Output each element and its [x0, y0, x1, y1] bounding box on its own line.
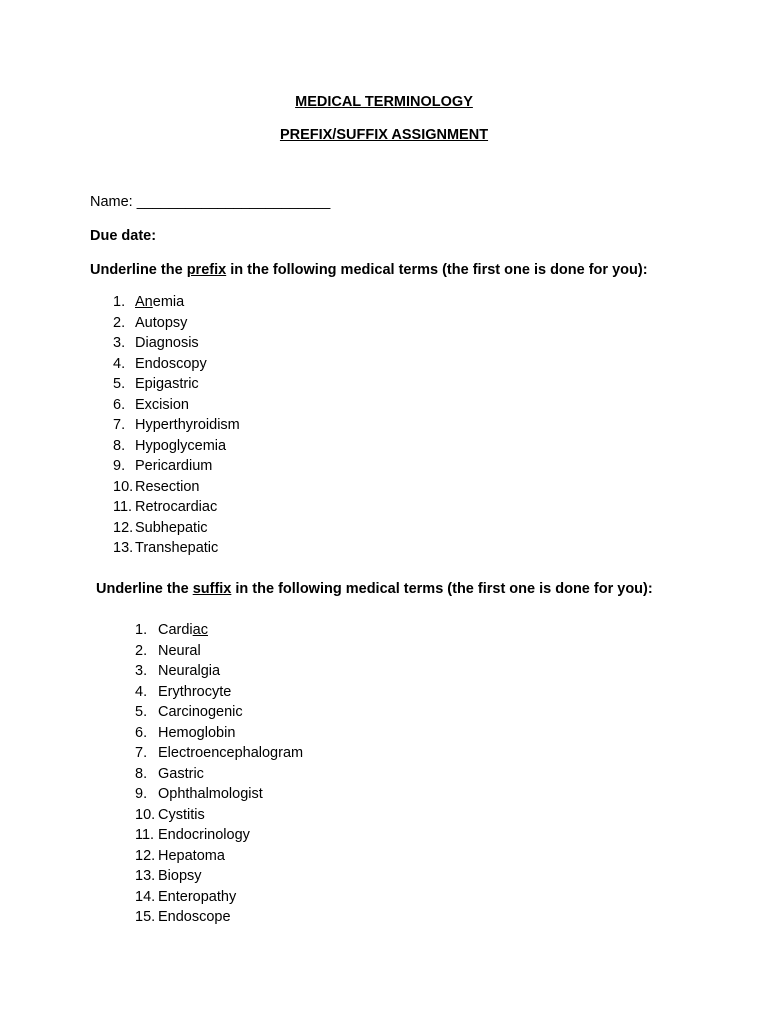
list-item-number: 13.	[135, 868, 156, 884]
list-item-number: 3.	[113, 335, 126, 351]
medical-term	[135, 374, 199, 395]
list-item-number: 4.	[113, 355, 126, 372]
list-item-number: 11.	[135, 827, 155, 843]
term-text: Erythrocyte	[158, 683, 232, 700]
term-text: Ophthalmologist	[158, 786, 263, 802]
term-text: Pericardium	[135, 458, 213, 474]
medical-term	[158, 723, 235, 744]
list-item-number: 15.	[135, 909, 156, 925]
term-text: Subhepatic	[135, 519, 208, 536]
list-item-number: 7.	[135, 745, 148, 761]
term-text: Electroencephalogram	[158, 745, 304, 761]
medical-term	[158, 743, 303, 764]
prefix-instruction	[90, 262, 648, 278]
medical-term	[135, 518, 208, 539]
suffix-keyword: suffix	[192, 581, 232, 597]
medical-term	[135, 292, 184, 313]
term-text: Carcinogenic	[158, 704, 243, 720]
medical-term	[158, 702, 243, 723]
suffix-instruction-end: in the following medical terms (the first one is done for you):	[231, 581, 653, 597]
term-text: Hyperthyroidism	[135, 417, 240, 433]
term-text: Endocrinology	[158, 827, 250, 843]
suffix-instruction-start: Underline the	[96, 581, 193, 597]
medical-term	[158, 682, 231, 703]
medical-term	[158, 641, 201, 662]
name-label: Name:	[90, 194, 133, 210]
list-item-number: 6.	[113, 396, 126, 413]
medical-term	[135, 497, 217, 518]
list-item-number: 4.	[135, 683, 148, 700]
list-item-number: 10.	[113, 478, 134, 495]
term-text: Autopsy	[135, 314, 188, 331]
list-item-number: 6.	[135, 724, 148, 741]
term-text: Neural	[158, 642, 201, 659]
due-date-label: Due date:	[90, 228, 157, 244]
list-item-number: 9.	[113, 458, 126, 474]
term-text: Endoscope	[158, 909, 231, 925]
prefix-instruction-end: in the following medical terms (the first one is done for you):	[226, 262, 648, 278]
list-item-number: 12.	[135, 847, 156, 864]
list-item-number: 10.	[135, 806, 156, 823]
prefix-keyword: prefix	[186, 262, 227, 278]
term-text: Cardi	[158, 622, 193, 638]
medical-term	[158, 661, 220, 682]
term-text: Neuralgia	[158, 663, 221, 679]
medical-term	[158, 825, 250, 846]
medical-term	[158, 907, 231, 928]
medical-term	[135, 436, 226, 457]
underlined-suffix: ac	[192, 622, 208, 638]
list-item-number: 8.	[113, 437, 126, 454]
list-item-number: 5.	[135, 704, 148, 720]
list-item-number: 9.	[135, 786, 148, 802]
term-text: Excision	[135, 396, 189, 413]
term-text: Resection	[135, 478, 200, 495]
list-item-number: 1.	[135, 622, 148, 638]
underlined-prefix: An	[135, 294, 153, 310]
term-text: Retrocardiac	[135, 499, 218, 515]
medical-term	[158, 846, 225, 867]
medical-term	[135, 415, 240, 436]
medical-term	[135, 538, 218, 559]
term-text: Hypoglycemia	[135, 437, 227, 454]
list-item-number: 3.	[135, 663, 148, 679]
suffix-instruction	[96, 581, 653, 597]
term-text: Hepatoma	[158, 847, 225, 864]
term-text: Cystitis	[158, 806, 205, 823]
name-blank: ________________________	[136, 194, 331, 210]
medical-term	[158, 620, 208, 641]
list-item-number: 7.	[113, 417, 126, 433]
medical-term	[158, 784, 263, 805]
medical-term	[158, 887, 236, 908]
term-text: emia	[152, 294, 185, 310]
list-item-number: 11.	[113, 499, 133, 515]
document-subtitle: PREFIX/SUFFIX ASSIGNMENT	[279, 127, 489, 143]
list-item-number: 13.	[113, 540, 134, 556]
term-text: Biopsy	[158, 868, 202, 884]
list-item-number: 2.	[113, 314, 126, 331]
medical-term	[135, 456, 212, 477]
term-text: Hemoglobin	[158, 724, 236, 741]
medical-term	[135, 333, 199, 354]
medical-term	[158, 764, 204, 785]
list-item-number: 8.	[135, 765, 148, 782]
term-text: Gastric	[158, 765, 204, 782]
list-item-number: 1.	[113, 294, 126, 310]
name-field	[90, 194, 330, 210]
term-text: Transhepatic	[135, 540, 219, 556]
medical-term	[158, 805, 205, 826]
list-item-number: 5.	[113, 376, 126, 392]
medical-term	[135, 313, 187, 334]
medical-term	[135, 354, 207, 375]
list-item-number: 12.	[113, 519, 134, 536]
list-item-number: 14.	[135, 888, 156, 905]
prefix-instruction-start: Underline the	[90, 262, 187, 278]
medical-term	[135, 477, 199, 498]
term-text: Diagnosis	[135, 335, 199, 351]
medical-term	[158, 866, 202, 887]
list-item-number: 2.	[135, 642, 148, 659]
term-text: Endoscopy	[135, 355, 207, 372]
term-text: Enteropathy	[158, 888, 237, 905]
term-text: Epigastric	[135, 376, 199, 392]
document-title: MEDICAL TERMINOLOGY	[295, 94, 473, 110]
medical-term	[135, 395, 189, 416]
